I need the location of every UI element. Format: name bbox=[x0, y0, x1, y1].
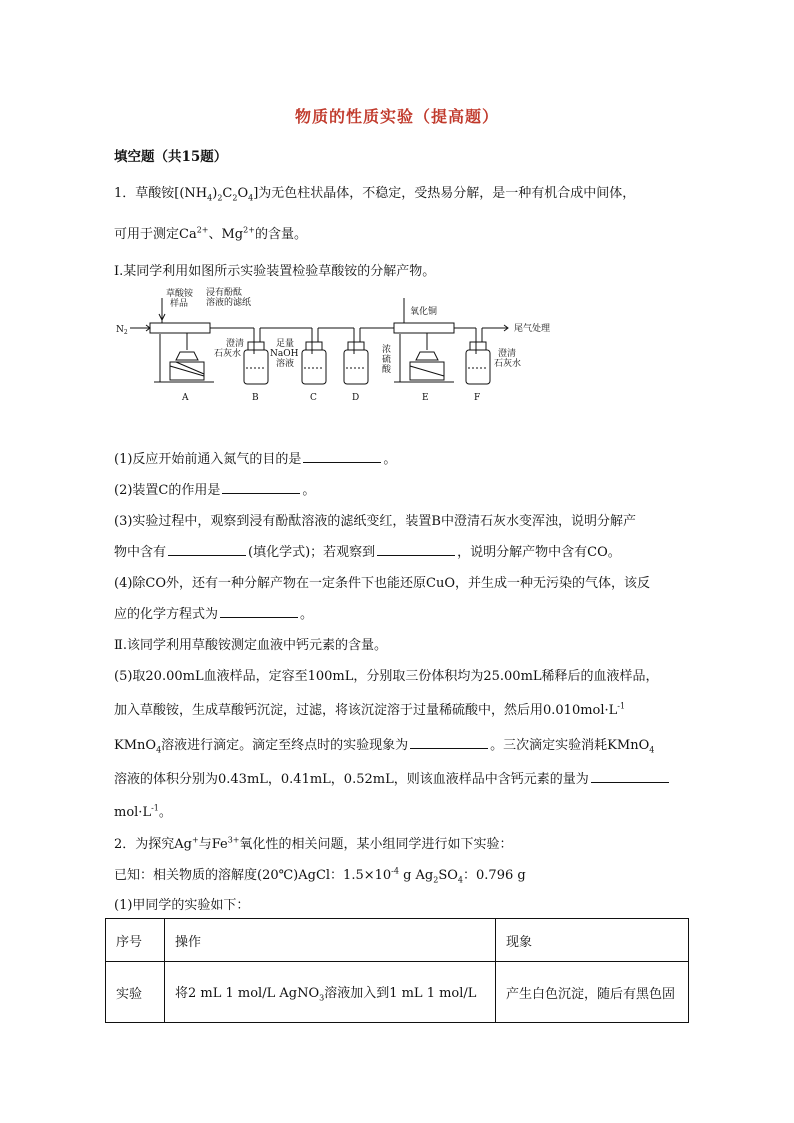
section-heading: 填空题（共15题） bbox=[114, 149, 228, 165]
q1-sub5-a: (5)取20.00mL血液样品，定容至100mL，分别取三份体积均为25.00mL稀释后的血液样品， bbox=[114, 669, 659, 684]
q1-sub4-b: 应的化学方程式为 。 bbox=[114, 607, 314, 622]
label-d: D bbox=[352, 393, 360, 403]
table-header-cell: 操作 bbox=[165, 919, 496, 962]
q1-part1: Ⅰ.某同学利用如图所示实验装置检验草酸铵的分解产物。 bbox=[114, 264, 436, 279]
q1-sub5-e: $mol\cdot L^{-1}$。 bbox=[114, 803, 172, 820]
table-header-row bbox=[106, 919, 689, 962]
table-cell: 实验 bbox=[106, 962, 165, 1023]
q2-line1: 2．为探究Ag+与$Fe^{3+}$氧化性的相关问题，某小组同学进行如下实验： bbox=[114, 835, 513, 852]
label-f: F bbox=[474, 393, 481, 403]
answer-blank[interactable] bbox=[220, 605, 298, 618]
q1-sub3-a: (3)实验过程中，观察到浸有酚酞溶液的滤纸变红，装置B中澄清石灰水变浑浊，说明分解产 bbox=[114, 514, 636, 529]
q1-part2: Ⅱ.该同学利用草酸铵测定血液中钙元素的含量。 bbox=[114, 638, 387, 653]
label-c: C bbox=[310, 393, 317, 403]
q1-sub2: (2)装置C的作用是 。 bbox=[114, 483, 316, 498]
table-cell: 将2 mL 1 mol/L AgNO$_3$溶液加入到1 mL 1 mol/L bbox=[165, 962, 496, 1023]
q1-line2: 可用于测定$Ca^{2+}$、$Mg^{2+}$的含量。 bbox=[114, 225, 307, 242]
q1-sub1: (1)反应开始前通入氮气的目的是 。 bbox=[114, 452, 397, 467]
answer-blank[interactable] bbox=[303, 450, 381, 463]
q1-sub4-a: (4)除CO外，还有一种分解产物在一定条件下也能还原CuO，并生成一种无污染的气体，该反 bbox=[114, 576, 650, 591]
cuo-label: 氧化铜 bbox=[410, 307, 438, 317]
q1-sub3-b: 物中含有 (填化学式)；若观察到 ，说明分解产物中含有CO。 bbox=[114, 545, 621, 560]
paper-label: 浸有酚酞溶液的滤纸 bbox=[206, 288, 252, 308]
label-e: E bbox=[422, 393, 429, 403]
label-b: B bbox=[252, 393, 259, 403]
q1-line1: 1．草酸铵$[(NH_4)_2C_2O_4]$为无色柱状晶体，不稳定，受热易分解，是一种有机合成中间体， bbox=[114, 186, 636, 203]
table-header-cell: 序号 bbox=[106, 919, 165, 962]
answer-blank[interactable] bbox=[377, 543, 455, 556]
q1-sub5-b: 加入草酸铵，生成草酸钙沉淀，过滤，将该沉淀溶于过量稀硫酸中，然后用$0.010mol\cdot L^{-1}$ bbox=[114, 701, 626, 718]
q1-sub5-d: 溶液的体积分别为0.43mL，0.41mL，0.52mL，则该血液样品中含钙元素的量为 bbox=[114, 768, 671, 787]
answer-blank[interactable] bbox=[410, 736, 488, 749]
tail-gas-label: 尾气处理 bbox=[514, 324, 551, 334]
n2-label: $N_2$ bbox=[116, 325, 128, 336]
q2-sub1: (1)甲同学的实验如下： bbox=[114, 898, 250, 913]
sample-label: 草酸铵样品 bbox=[166, 289, 194, 309]
answer-blank[interactable] bbox=[222, 481, 300, 494]
limewater-b-label: 澄清石灰水 bbox=[214, 339, 245, 359]
experiment-table bbox=[105, 918, 689, 1023]
table-row bbox=[106, 962, 689, 1023]
answer-blank[interactable] bbox=[591, 770, 669, 783]
limewater-f-label: 澄清石灰水 bbox=[494, 349, 522, 369]
table-cell: 产生白色沉淀，随后有黑色固 bbox=[496, 962, 689, 1023]
label-a: A bbox=[182, 393, 189, 403]
page-title: 物质的性质实验（提高题） bbox=[294, 107, 499, 126]
q1-sub5-c: KMnO$_4$溶液进行滴定。滴定至终点时的实验现象为 。三次滴定实验消耗KMnO$_4$ bbox=[114, 738, 655, 755]
naoh-label: 足量 NaOH 溶液 bbox=[270, 339, 299, 369]
apparatus-diagram bbox=[114, 284, 594, 408]
answer-blank[interactable] bbox=[168, 543, 246, 556]
table-header-cell: 现象 bbox=[496, 919, 689, 962]
q2-known: 已知：相关物质的溶解度(20℃)AgCl：$1.5\times 10^{-4}$ g $Ag_2SO_4$：0.796 g bbox=[114, 866, 526, 885]
acid-label: 浓硫酸 bbox=[382, 345, 392, 375]
